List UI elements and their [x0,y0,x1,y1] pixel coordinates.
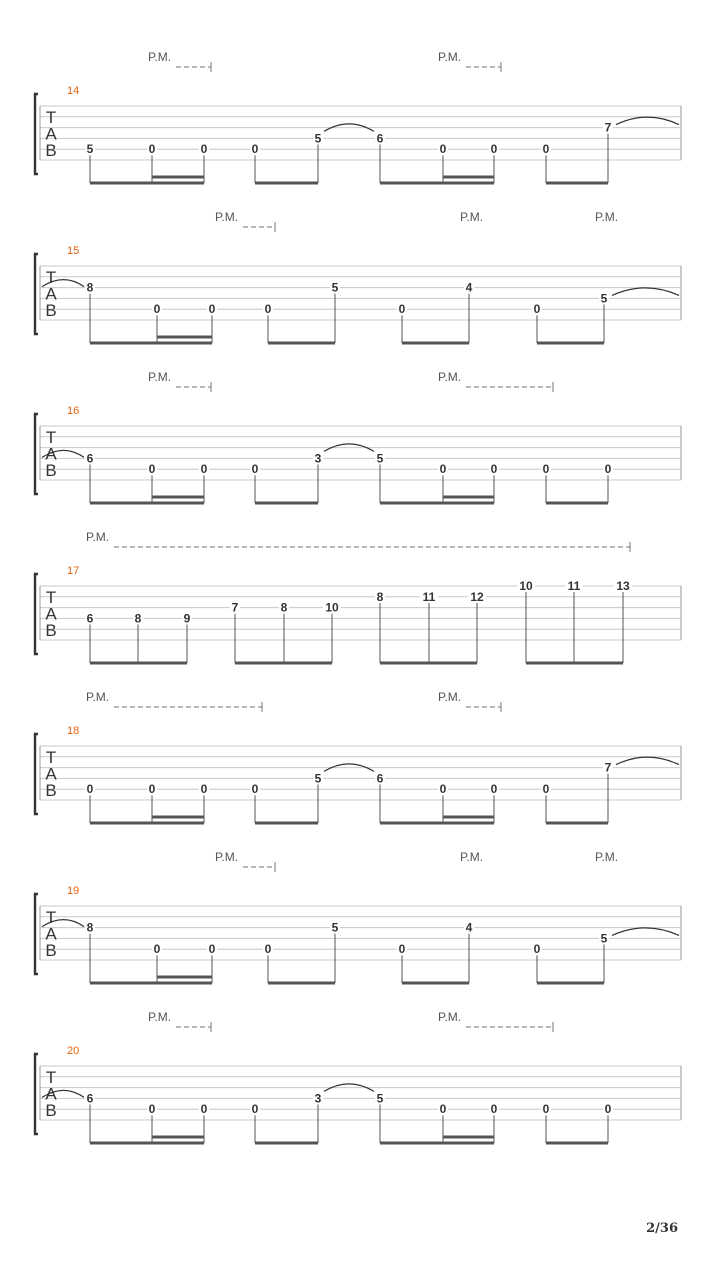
palm-mute-label: P.M. [438,50,462,64]
system-bracket [35,254,38,334]
palm-mute-label: P.M. [86,530,110,544]
fret-number: 6 [376,131,384,146]
tab-clef-letter: B [45,781,57,800]
tab-clef-letter: T [45,428,57,447]
fret-number: 10 [325,600,339,615]
tab-clef-letter: A [45,764,57,784]
palm-mute-label: P.M. [86,690,110,704]
fret-number: 8 [134,611,142,626]
fret-number: 0 [490,782,498,797]
fret-number: 0 [208,302,216,317]
fret-number: 6 [86,611,94,626]
fret-number: 0 [153,942,161,957]
fret-number: 4 [465,280,473,295]
tab-clef-letter: B [45,301,57,320]
tab-clef-letter: T [45,268,57,287]
measure-number: 20 [67,1045,80,1057]
palm-mute-label: P.M. [438,1010,462,1024]
palm-mute-label: P.M. [215,210,239,224]
measure-number: 16 [67,405,80,417]
fret-number: 0 [251,462,259,477]
fret-number: 6 [86,1091,94,1106]
fret-number: 7 [604,760,612,775]
system-bracket [35,1054,38,1134]
fret-number: 0 [533,302,541,317]
fret-number: 6 [86,451,94,466]
fret-number: 11 [422,589,436,604]
fret-number: 0 [264,302,272,317]
fret-number: 0 [439,462,447,477]
fret-number: 0 [200,462,208,477]
page-number: 2/36 [646,1221,678,1236]
tab-clef-letter: B [45,141,57,160]
fret-number: 8 [86,920,94,935]
fret-number: 13 [616,579,630,593]
fret-number: 0 [148,462,156,477]
fret-number: 0 [398,942,406,957]
tie-arc [612,288,679,296]
fret-number: 0 [200,1102,208,1117]
tab-clef-letter: T [45,748,57,767]
fret-number: 0 [439,142,447,157]
system-bracket [35,414,38,494]
palm-mute-label: P.M. [148,50,172,64]
tie-arc [616,757,679,765]
palm-mute-label: P.M. [460,210,484,224]
fret-number: 6 [376,771,384,786]
tie-arc [612,928,679,936]
fret-number: 0 [251,1102,259,1117]
fret-number: 10 [519,579,533,593]
palm-mute-label: P.M. [215,850,239,864]
palm-mute-label: P.M. [438,370,462,384]
fret-number: 12 [470,589,484,604]
system-bracket [35,94,38,174]
tab-clef-letter: B [45,461,57,480]
fret-number: 11 [567,579,581,593]
fret-number: 0 [200,782,208,797]
fret-number: 5 [376,1091,384,1106]
fret-number: 0 [542,1102,550,1117]
fret-number: 0 [439,782,447,797]
tab-clef-letter: A [45,124,57,144]
fret-number: 0 [208,942,216,957]
palm-mute-label: P.M. [595,850,619,864]
fret-number: 0 [148,142,156,157]
fret-number: 5 [600,291,608,306]
fret-number: 0 [542,142,550,157]
fret-number: 7 [231,600,239,615]
fret-number: 8 [86,280,94,295]
fret-number: 0 [398,302,406,317]
measure-number: 19 [67,885,80,897]
fret-number: 8 [376,589,384,604]
fret-number: 0 [200,142,208,157]
tab-clef-letter: T [45,108,57,127]
fret-number: 5 [86,142,94,157]
fret-number: 9 [183,611,191,626]
tab-clef-letter: A [45,1084,57,1104]
fret-number: 0 [533,942,541,957]
tab-clef-letter: A [45,604,57,624]
fret-number: 5 [331,920,339,935]
system-bracket [35,734,38,814]
fret-number: 5 [600,931,608,946]
tab-clef-letter: B [45,941,57,960]
measure-number: 17 [67,565,80,577]
tab-clef-letter: A [45,444,57,464]
fret-number: 0 [542,782,550,797]
palm-mute-label: P.M. [148,370,172,384]
fret-number: 0 [86,782,94,797]
measure-number: 18 [67,725,80,737]
fret-number: 0 [542,462,550,477]
fret-number: 4 [465,920,473,935]
palm-mute-label: P.M. [595,210,619,224]
tab-clef-letter: T [45,588,57,607]
measure-number: 15 [67,245,80,257]
tab-clef-letter: T [45,908,57,927]
tab-clef-letter: A [45,284,57,304]
fret-number: 5 [314,131,322,146]
fret-number: 0 [148,1102,156,1117]
fret-number: 0 [490,142,498,157]
palm-mute-label: P.M. [460,850,484,864]
fret-number: 3 [314,1091,322,1106]
palm-mute-label: P.M. [148,1010,172,1024]
fret-number: 7 [604,120,612,135]
tab-clef-letter: A [45,924,57,944]
system-bracket [35,574,38,654]
tab-clef-letter: T [45,1068,57,1087]
palm-mute-label: P.M. [438,690,462,704]
fret-number: 0 [251,142,259,157]
measure-number: 14 [67,85,80,97]
fret-number: 5 [376,451,384,466]
fret-number: 5 [331,280,339,295]
fret-number: 0 [148,782,156,797]
fret-number: 0 [604,1102,612,1117]
fret-number: 5 [314,771,322,786]
fret-number: 3 [314,451,322,466]
tie-arc [616,117,679,125]
fret-number: 0 [439,1102,447,1117]
tab-clef-letter: B [45,621,57,640]
fret-number: 0 [153,302,161,317]
tab-clef-letter: B [45,1101,57,1120]
fret-number: 0 [490,462,498,477]
fret-number: 0 [604,462,612,477]
system-bracket [35,894,38,974]
fret-number: 0 [251,782,259,797]
fret-number: 0 [490,1102,498,1117]
fret-number: 8 [280,600,288,615]
fret-number: 0 [264,942,272,957]
